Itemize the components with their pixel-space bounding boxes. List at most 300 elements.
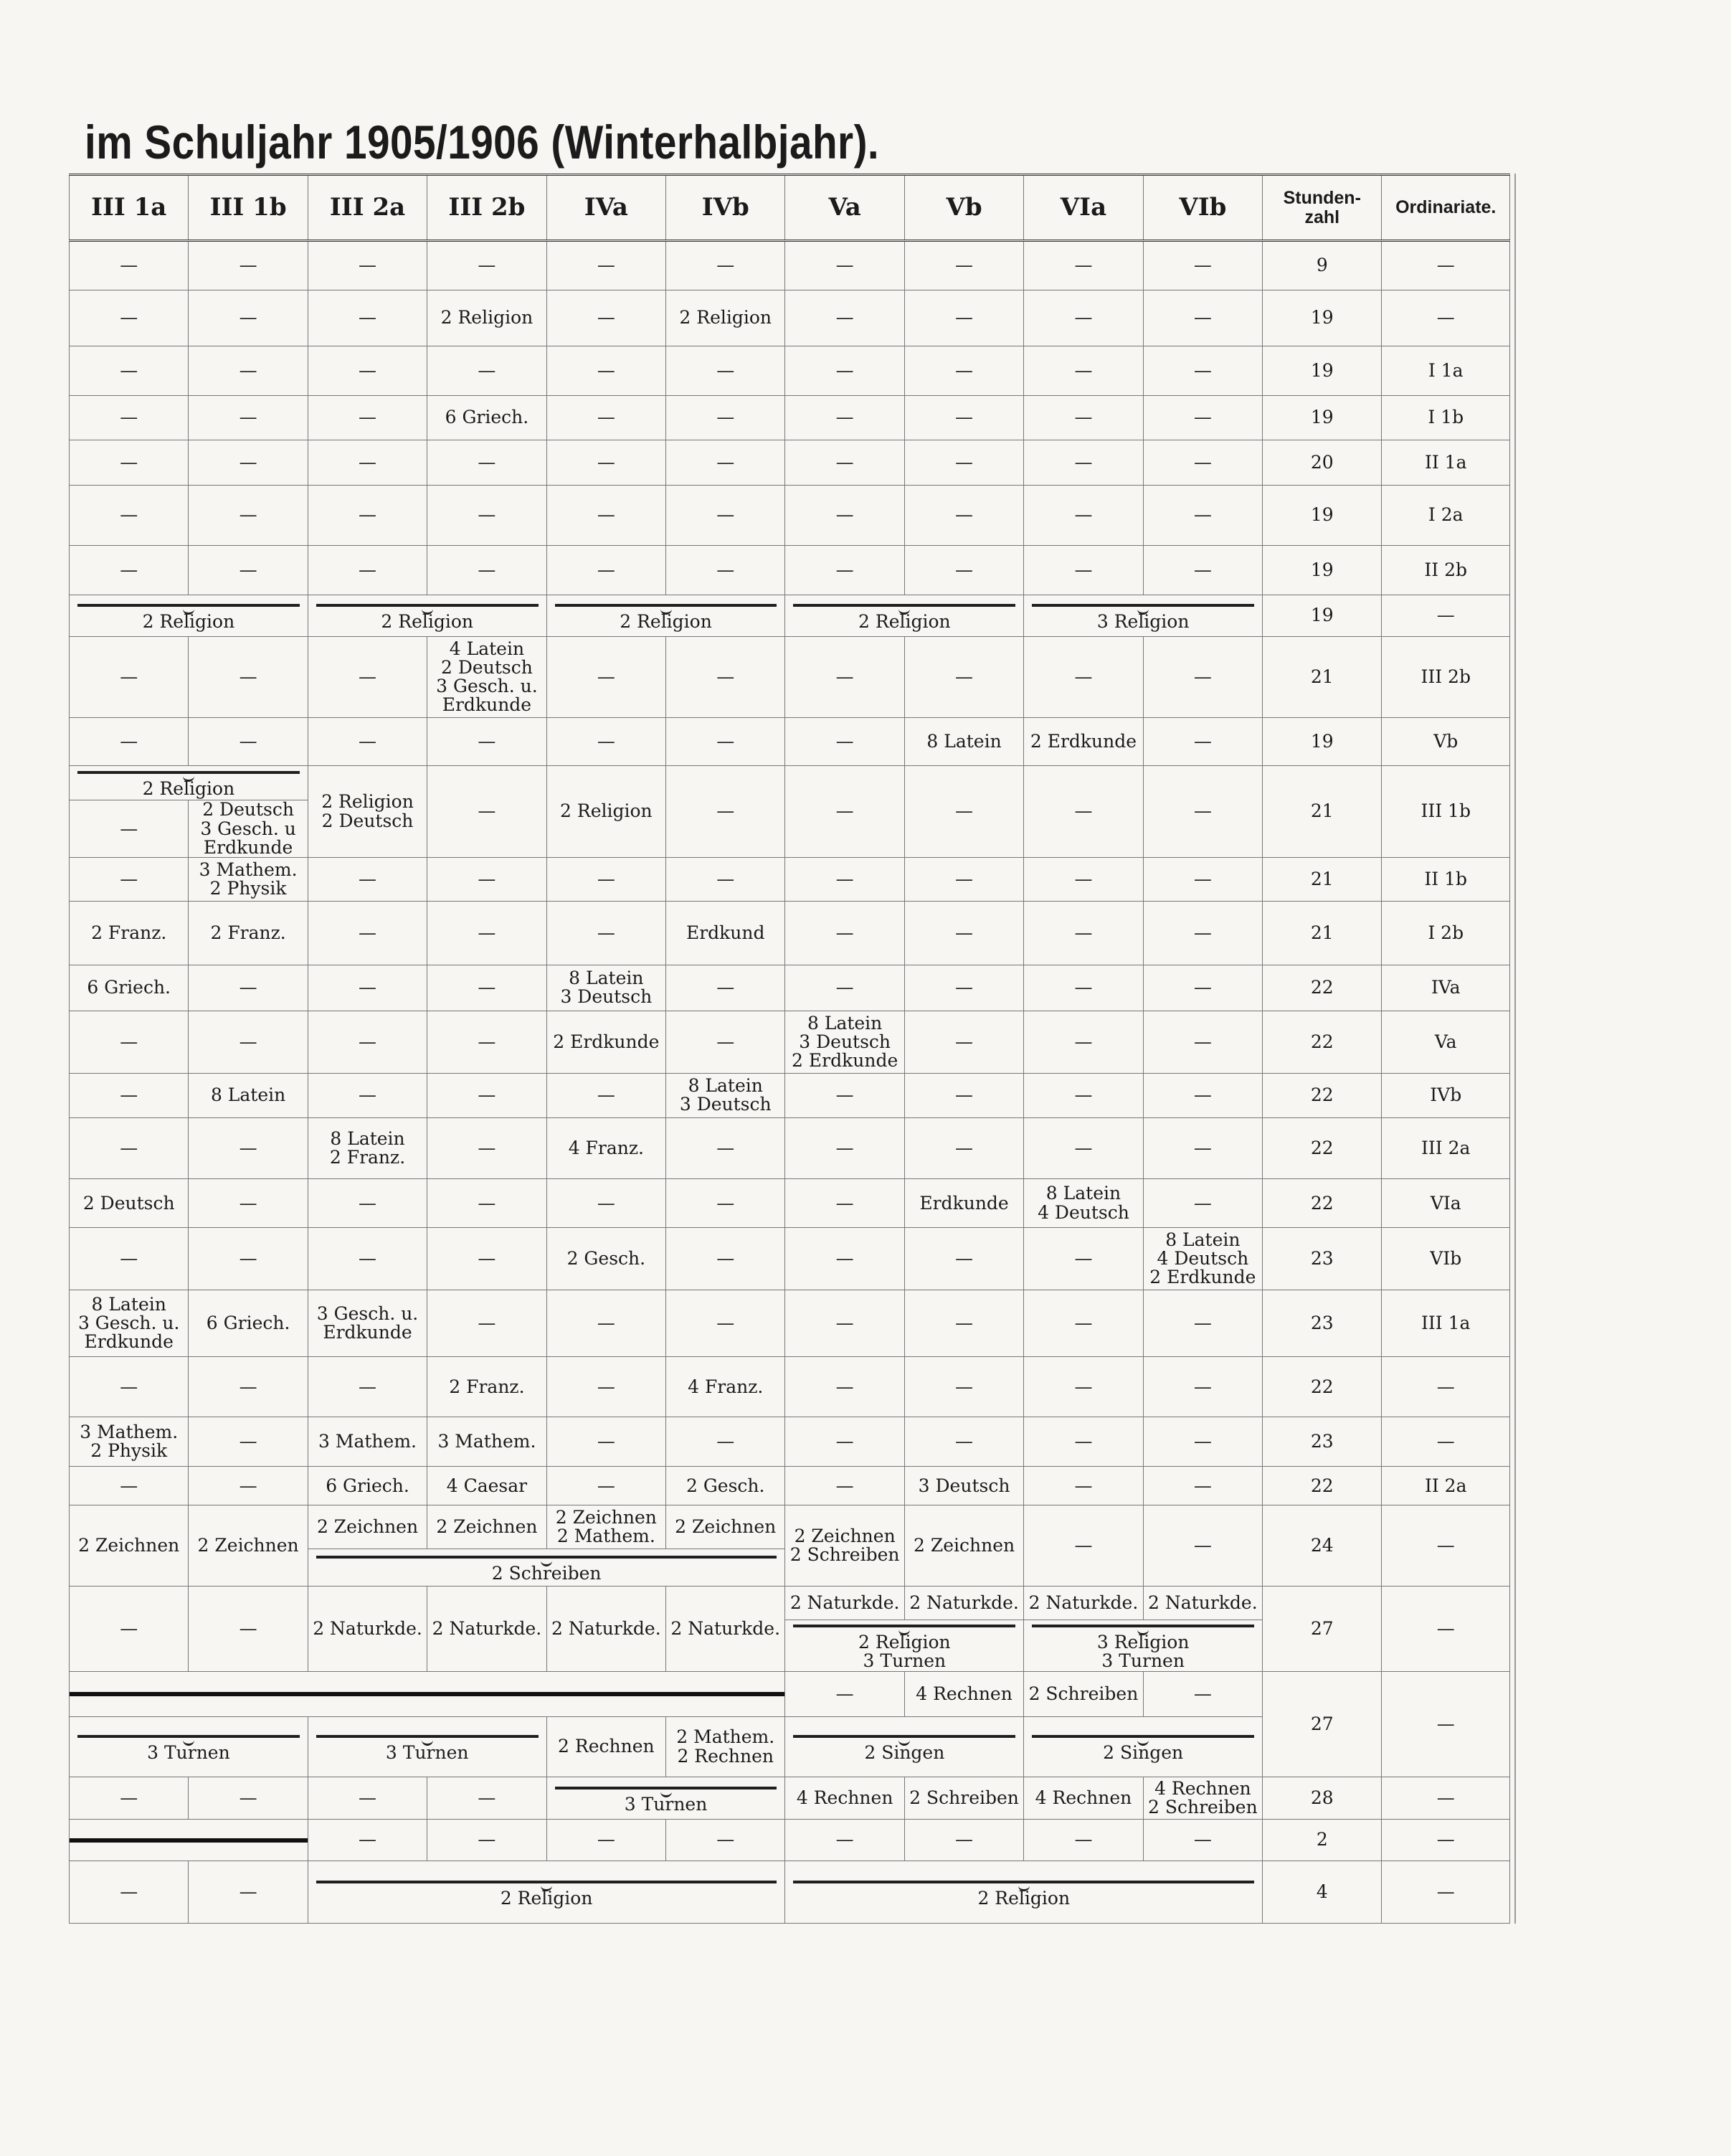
cell-text: — bbox=[835, 730, 854, 752]
cell-text: — bbox=[120, 1248, 138, 1270]
cell-text: — bbox=[239, 730, 257, 752]
column-header: III 1a bbox=[70, 175, 189, 241]
table-cell bbox=[1143, 901, 1262, 965]
table-cell bbox=[308, 1073, 427, 1117]
table-cell bbox=[1263, 241, 1382, 290]
cell-text: — bbox=[955, 1312, 974, 1333]
cell-text: — bbox=[359, 451, 377, 473]
table-cell bbox=[1024, 1819, 1143, 1861]
table-cell bbox=[427, 1178, 546, 1228]
table-cell bbox=[666, 1716, 785, 1777]
table-cell bbox=[904, 1228, 1023, 1290]
span-cell bbox=[308, 1716, 546, 1777]
cell-text: — bbox=[955, 1829, 974, 1850]
cell-text: — bbox=[120, 407, 138, 428]
cell-text: 4 Rechnen bbox=[796, 1787, 893, 1808]
cell-text: 4 Latein 2 Deutsch 3 Gesch. u. Erdkunde bbox=[436, 638, 538, 716]
cell-text: 3 Mathem. 2 Physik bbox=[199, 859, 298, 899]
table-cell bbox=[308, 485, 427, 546]
cell-text: — bbox=[359, 407, 377, 428]
table-cell bbox=[1143, 1356, 1262, 1417]
cell-text: 24 bbox=[1310, 1535, 1334, 1556]
table-cell bbox=[308, 637, 427, 718]
cell-text: — bbox=[478, 1137, 496, 1158]
table-cell bbox=[1263, 1011, 1382, 1074]
table-cell bbox=[785, 901, 904, 965]
table-cell bbox=[1382, 1011, 1510, 1074]
cell-text: — bbox=[478, 1031, 496, 1052]
table-cell bbox=[189, 1356, 308, 1417]
table-cell bbox=[427, 546, 546, 595]
cell-text: I 2a bbox=[1428, 504, 1464, 526]
cell-text: — bbox=[597, 1192, 615, 1214]
cell-text: — bbox=[1074, 1431, 1093, 1452]
table-cell bbox=[427, 1228, 546, 1290]
table-row bbox=[70, 1073, 1510, 1117]
cell-text: — bbox=[835, 977, 854, 998]
table-cell bbox=[1143, 290, 1262, 346]
table-cell bbox=[70, 346, 189, 396]
table-cell bbox=[427, 440, 546, 485]
cell-text: — bbox=[1074, 800, 1093, 822]
table-cell bbox=[427, 1467, 546, 1505]
table-cell bbox=[785, 1417, 904, 1467]
cell-text: — bbox=[835, 1431, 854, 1452]
span-cell bbox=[308, 595, 546, 636]
table-cell bbox=[427, 858, 546, 901]
cell-text: I 1b bbox=[1428, 407, 1464, 428]
cell-text: — bbox=[478, 504, 496, 526]
table-cell bbox=[904, 1011, 1023, 1074]
cell-text: VIa bbox=[1430, 1192, 1461, 1214]
table-row bbox=[70, 1228, 1510, 1290]
span-cell bbox=[308, 1861, 785, 1924]
cell-text: — bbox=[239, 1881, 257, 1902]
span-cell bbox=[308, 1549, 785, 1586]
cell-text: — bbox=[597, 1475, 615, 1496]
table-cell bbox=[1263, 395, 1382, 440]
table-cell bbox=[546, 1011, 665, 1074]
header-row bbox=[70, 175, 1510, 241]
cell-text: 4 Franz. bbox=[688, 1376, 764, 1397]
table-cell bbox=[546, 901, 665, 965]
cell-text: — bbox=[597, 407, 615, 428]
cell-text: 3 Religion bbox=[1096, 611, 1190, 633]
table-cell bbox=[427, 1417, 546, 1467]
table-cell bbox=[904, 1587, 1023, 1620]
table-cell bbox=[427, 1587, 546, 1672]
table-cell bbox=[546, 1178, 665, 1228]
cell-text: — bbox=[1193, 1683, 1212, 1704]
cell-text: 2 Religion bbox=[560, 800, 653, 822]
cell-text: — bbox=[120, 1881, 138, 1902]
cell-text: — bbox=[597, 922, 615, 943]
cell-text: — bbox=[1436, 1431, 1455, 1452]
table-cell bbox=[1143, 1011, 1262, 1074]
table-cell bbox=[785, 965, 904, 1011]
cell-text: — bbox=[239, 451, 257, 473]
cell-text: — bbox=[1193, 559, 1212, 580]
cell-text: — bbox=[716, 1431, 735, 1452]
cell-text: — bbox=[120, 1618, 138, 1640]
table-cell bbox=[70, 1073, 189, 1117]
cell-text: 2 Schreiben bbox=[909, 1787, 1019, 1808]
cell-text: — bbox=[1193, 800, 1212, 822]
table-cell bbox=[785, 718, 904, 766]
cell-text: III 1a bbox=[1421, 1312, 1471, 1333]
cell-text: 2 Naturkde. bbox=[313, 1618, 422, 1640]
table-cell bbox=[70, 290, 189, 346]
cell-text: 2 Naturkde. bbox=[551, 1618, 661, 1640]
table-cell bbox=[785, 1356, 904, 1417]
timetable-grid bbox=[69, 174, 1510, 1924]
cell-text: 6 Griech. bbox=[445, 407, 529, 428]
cell-text: — bbox=[1074, 1475, 1093, 1496]
table-cell bbox=[1143, 1819, 1262, 1861]
table-cell bbox=[1382, 637, 1510, 718]
cell-text: — bbox=[1074, 922, 1093, 943]
table-cell bbox=[546, 1819, 665, 1861]
table-cell bbox=[666, 1178, 785, 1228]
cell-text: — bbox=[120, 1376, 138, 1397]
table-cell bbox=[1143, 1178, 1262, 1228]
table-row bbox=[70, 440, 1510, 485]
table-cell bbox=[546, 637, 665, 718]
cell-text: — bbox=[835, 1829, 854, 1850]
cell-text: — bbox=[239, 255, 257, 276]
table-cell bbox=[1024, 1777, 1143, 1819]
table-cell bbox=[904, 1290, 1023, 1357]
cell-text: — bbox=[1193, 869, 1212, 890]
cell-text: — bbox=[835, 666, 854, 688]
cell-text: 2 Schreiben bbox=[1028, 1683, 1139, 1704]
cell-text: — bbox=[1193, 504, 1212, 526]
cell-text: — bbox=[716, 1031, 735, 1052]
cell-text: — bbox=[1193, 1829, 1212, 1850]
table-cell bbox=[1024, 1118, 1143, 1179]
table-cell bbox=[546, 546, 665, 595]
cell-text: — bbox=[1193, 1535, 1212, 1556]
table-cell bbox=[70, 901, 189, 965]
cell-text: — bbox=[239, 359, 257, 381]
cell-text: — bbox=[835, 451, 854, 473]
table-cell bbox=[1263, 1118, 1382, 1179]
table-cell bbox=[427, 901, 546, 965]
column-header: IVb bbox=[666, 175, 785, 241]
cell-text: — bbox=[1193, 730, 1212, 752]
table-cell bbox=[1024, 440, 1143, 485]
cell-text: 22 bbox=[1310, 977, 1334, 998]
cell-text: 3 Mathem. bbox=[318, 1431, 417, 1452]
cell-text: 4 Rechnen 2 Schreiben bbox=[1147, 1777, 1258, 1818]
cell-text: — bbox=[1193, 1431, 1212, 1452]
cell-text: 3 Turnen bbox=[624, 1793, 708, 1815]
table-cell bbox=[904, 241, 1023, 290]
table-cell bbox=[1143, 1672, 1262, 1716]
table-cell bbox=[1263, 1228, 1382, 1290]
cell-text: III 1b bbox=[1421, 800, 1471, 822]
table-cell bbox=[904, 965, 1023, 1011]
table-cell bbox=[1143, 1417, 1262, 1467]
cell-text: — bbox=[1193, 1312, 1212, 1333]
table-cell bbox=[1382, 1417, 1510, 1467]
table-cell bbox=[904, 346, 1023, 396]
brace-mark bbox=[77, 1731, 300, 1742]
table-cell bbox=[1263, 1672, 1382, 1777]
cell-text: — bbox=[716, 1137, 735, 1158]
table-cell bbox=[546, 1073, 665, 1117]
table-cell bbox=[189, 1861, 308, 1924]
table-cell bbox=[1024, 718, 1143, 766]
table-cell bbox=[904, 1672, 1023, 1716]
table-row bbox=[70, 595, 1510, 636]
cell-text: — bbox=[239, 1376, 257, 1397]
cell-text: — bbox=[597, 359, 615, 381]
table-row bbox=[70, 1178, 1510, 1228]
cell-text: 2 Religion bbox=[142, 611, 235, 633]
table-row bbox=[70, 1467, 1510, 1505]
table-row bbox=[70, 1417, 1510, 1467]
table-cell bbox=[189, 800, 308, 858]
cell-text: — bbox=[1436, 1376, 1455, 1397]
column-header: VIa bbox=[1024, 175, 1143, 241]
table-cell bbox=[1382, 595, 1510, 636]
cell-text: — bbox=[239, 1475, 257, 1496]
cell-text: — bbox=[955, 1376, 974, 1397]
cell-text: — bbox=[478, 800, 496, 822]
table-cell bbox=[427, 1356, 546, 1417]
brace-mark bbox=[1032, 600, 1254, 611]
cell-text: 22 bbox=[1310, 1376, 1334, 1397]
brace-mark bbox=[793, 1731, 1015, 1742]
cell-text: — bbox=[478, 255, 496, 276]
cell-text: — bbox=[716, 730, 735, 752]
table-row bbox=[70, 765, 1510, 800]
table-cell bbox=[308, 1467, 427, 1505]
cell-text: — bbox=[359, 504, 377, 526]
table-cell bbox=[1382, 1228, 1510, 1290]
table-cell bbox=[546, 1356, 665, 1417]
table-cell bbox=[1382, 1672, 1510, 1777]
cell-text: Vb bbox=[1433, 730, 1459, 752]
table-cell bbox=[1382, 1861, 1510, 1924]
cell-text: — bbox=[597, 730, 615, 752]
table-cell bbox=[308, 440, 427, 485]
cell-text: — bbox=[1074, 1535, 1093, 1556]
table-cell bbox=[904, 1118, 1023, 1179]
table-cell bbox=[666, 1417, 785, 1467]
table-cell bbox=[1143, 395, 1262, 440]
cell-text: 2 Naturkde. bbox=[670, 1618, 781, 1640]
cell-text: — bbox=[120, 559, 138, 580]
table-cell bbox=[189, 858, 308, 901]
table-cell bbox=[189, 1290, 308, 1357]
cell-text: 8 Latein 3 Deutsch 2 Erdkunde bbox=[792, 1012, 898, 1072]
table-cell bbox=[70, 858, 189, 901]
table-cell bbox=[1143, 241, 1262, 290]
cell-text: — bbox=[239, 1787, 257, 1808]
cell-text: — bbox=[1436, 1829, 1455, 1850]
cell-text: 2 Religion bbox=[142, 778, 235, 800]
table-row bbox=[70, 395, 1510, 440]
cell-text: 6 Griech. bbox=[326, 1475, 409, 1496]
cell-text: — bbox=[239, 504, 257, 526]
cell-text: II 1a bbox=[1424, 451, 1467, 473]
span-cell bbox=[785, 1716, 1024, 1777]
brace-mark bbox=[316, 1731, 539, 1742]
span-cell bbox=[70, 1716, 308, 1777]
table-row bbox=[70, 1861, 1510, 1924]
table-cell bbox=[785, 1467, 904, 1505]
table-cell bbox=[1382, 440, 1510, 485]
cell-text: 22 bbox=[1310, 1192, 1334, 1214]
table-cell bbox=[904, 485, 1023, 546]
table-cell bbox=[785, 1228, 904, 1290]
table-cell bbox=[1024, 858, 1143, 901]
cell-text: — bbox=[239, 407, 257, 428]
span-cell bbox=[785, 595, 1024, 636]
cell-text: — bbox=[120, 1137, 138, 1158]
table-cell bbox=[1382, 485, 1510, 546]
table-cell bbox=[1024, 901, 1143, 965]
table-row bbox=[70, 485, 1510, 546]
brace-mark bbox=[1032, 1620, 1254, 1632]
cell-text: — bbox=[597, 1829, 615, 1850]
cell-text: — bbox=[1193, 977, 1212, 998]
cell-text: — bbox=[1074, 1312, 1093, 1333]
table-row bbox=[70, 1672, 1510, 1716]
cell-text: — bbox=[239, 1618, 257, 1640]
cell-text: — bbox=[359, 1787, 377, 1808]
table-cell bbox=[666, 765, 785, 858]
cell-text: — bbox=[716, 255, 735, 276]
table-cell bbox=[1024, 1672, 1143, 1716]
cell-text: — bbox=[716, 1829, 735, 1850]
cell-text: — bbox=[1193, 407, 1212, 428]
cell-text: — bbox=[239, 1031, 257, 1052]
cell-text: — bbox=[1074, 407, 1093, 428]
cell-text: — bbox=[597, 869, 615, 890]
table-cell bbox=[1143, 1505, 1262, 1587]
table-cell bbox=[904, 1819, 1023, 1861]
cell-text: — bbox=[1074, 1829, 1093, 1850]
cell-text: — bbox=[716, 869, 735, 890]
cell-text: — bbox=[835, 1312, 854, 1333]
table-cell bbox=[308, 1228, 427, 1290]
table-cell bbox=[546, 765, 665, 858]
cell-text: — bbox=[1436, 1881, 1455, 1902]
table-cell bbox=[546, 1118, 665, 1179]
cell-text: — bbox=[716, 800, 735, 822]
table-cell bbox=[308, 901, 427, 965]
brace-mark bbox=[793, 600, 1015, 611]
table-cell bbox=[666, 440, 785, 485]
cell-text: — bbox=[1436, 255, 1455, 276]
cell-text: 8 Latein 4 Deutsch bbox=[1038, 1183, 1129, 1223]
cell-text: 6 Griech. bbox=[87, 977, 171, 998]
cell-text: — bbox=[478, 730, 496, 752]
table-cell bbox=[427, 1073, 546, 1117]
cell-text: 2 Franz. bbox=[210, 922, 286, 943]
cell-text: — bbox=[835, 307, 854, 328]
table-cell bbox=[308, 1819, 427, 1861]
table-cell bbox=[666, 1819, 785, 1861]
table-cell bbox=[785, 1290, 904, 1357]
cell-text: — bbox=[120, 1475, 138, 1496]
cell-text: — bbox=[1193, 307, 1212, 328]
table-cell bbox=[70, 1777, 189, 1819]
table-cell bbox=[1143, 1777, 1262, 1819]
cell-text: — bbox=[835, 869, 854, 890]
cell-text: 2 bbox=[1316, 1829, 1328, 1850]
table-cell bbox=[1382, 965, 1510, 1011]
cell-text: 2 Zeichnen bbox=[78, 1535, 180, 1556]
cell-text: II 2a bbox=[1424, 1475, 1467, 1496]
table-cell bbox=[1263, 965, 1382, 1011]
table-cell bbox=[70, 1228, 189, 1290]
table-cell bbox=[1024, 1011, 1143, 1074]
cell-text: — bbox=[716, 407, 735, 428]
cell-text: 2 Religion bbox=[679, 307, 772, 328]
table-cell bbox=[546, 485, 665, 546]
cell-text: 27 bbox=[1310, 1713, 1334, 1735]
table-cell bbox=[904, 1356, 1023, 1417]
cell-text: 22 bbox=[1310, 1475, 1334, 1496]
cell-text: 4 bbox=[1316, 1881, 1328, 1902]
cell-text: — bbox=[597, 1312, 615, 1333]
table-cell bbox=[189, 1777, 308, 1819]
table-row bbox=[70, 1118, 1510, 1179]
table-cell bbox=[546, 1290, 665, 1357]
table-cell bbox=[308, 718, 427, 766]
table-cell bbox=[546, 965, 665, 1011]
cell-text: — bbox=[1074, 504, 1093, 526]
cell-text: — bbox=[597, 307, 615, 328]
cell-text: — bbox=[359, 869, 377, 890]
cell-text: — bbox=[1074, 1084, 1093, 1106]
cell-text: — bbox=[1193, 1475, 1212, 1496]
brace-mark bbox=[316, 1551, 777, 1563]
table-cell bbox=[546, 1587, 665, 1672]
table-row bbox=[70, 290, 1510, 346]
table-cell bbox=[1263, 1290, 1382, 1357]
table-cell bbox=[546, 440, 665, 485]
column-header-ordinariate: Ordinariate. bbox=[1382, 175, 1510, 241]
cell-text: — bbox=[1436, 605, 1455, 626]
cell-text: Erdkund bbox=[686, 922, 765, 943]
cell-text: — bbox=[716, 1312, 735, 1333]
table-cell bbox=[666, 965, 785, 1011]
table-cell bbox=[904, 1777, 1023, 1819]
cell-text: — bbox=[716, 1248, 735, 1270]
table-cell bbox=[1024, 1505, 1143, 1587]
cell-text: — bbox=[1193, 1031, 1212, 1052]
table-cell bbox=[1382, 1178, 1510, 1228]
brace-mark bbox=[793, 1620, 1015, 1632]
table-cell bbox=[666, 546, 785, 595]
cell-text: 19 bbox=[1310, 504, 1334, 526]
cell-text: — bbox=[1436, 1535, 1455, 1556]
table-row bbox=[70, 346, 1510, 396]
table-cell bbox=[904, 546, 1023, 595]
table-row bbox=[70, 718, 1510, 766]
cell-text: — bbox=[835, 255, 854, 276]
table-cell bbox=[1382, 901, 1510, 965]
table-cell bbox=[785, 637, 904, 718]
table-cell bbox=[1143, 546, 1262, 595]
table-cell bbox=[546, 395, 665, 440]
cell-text: 2 Religion bbox=[500, 1888, 593, 1909]
